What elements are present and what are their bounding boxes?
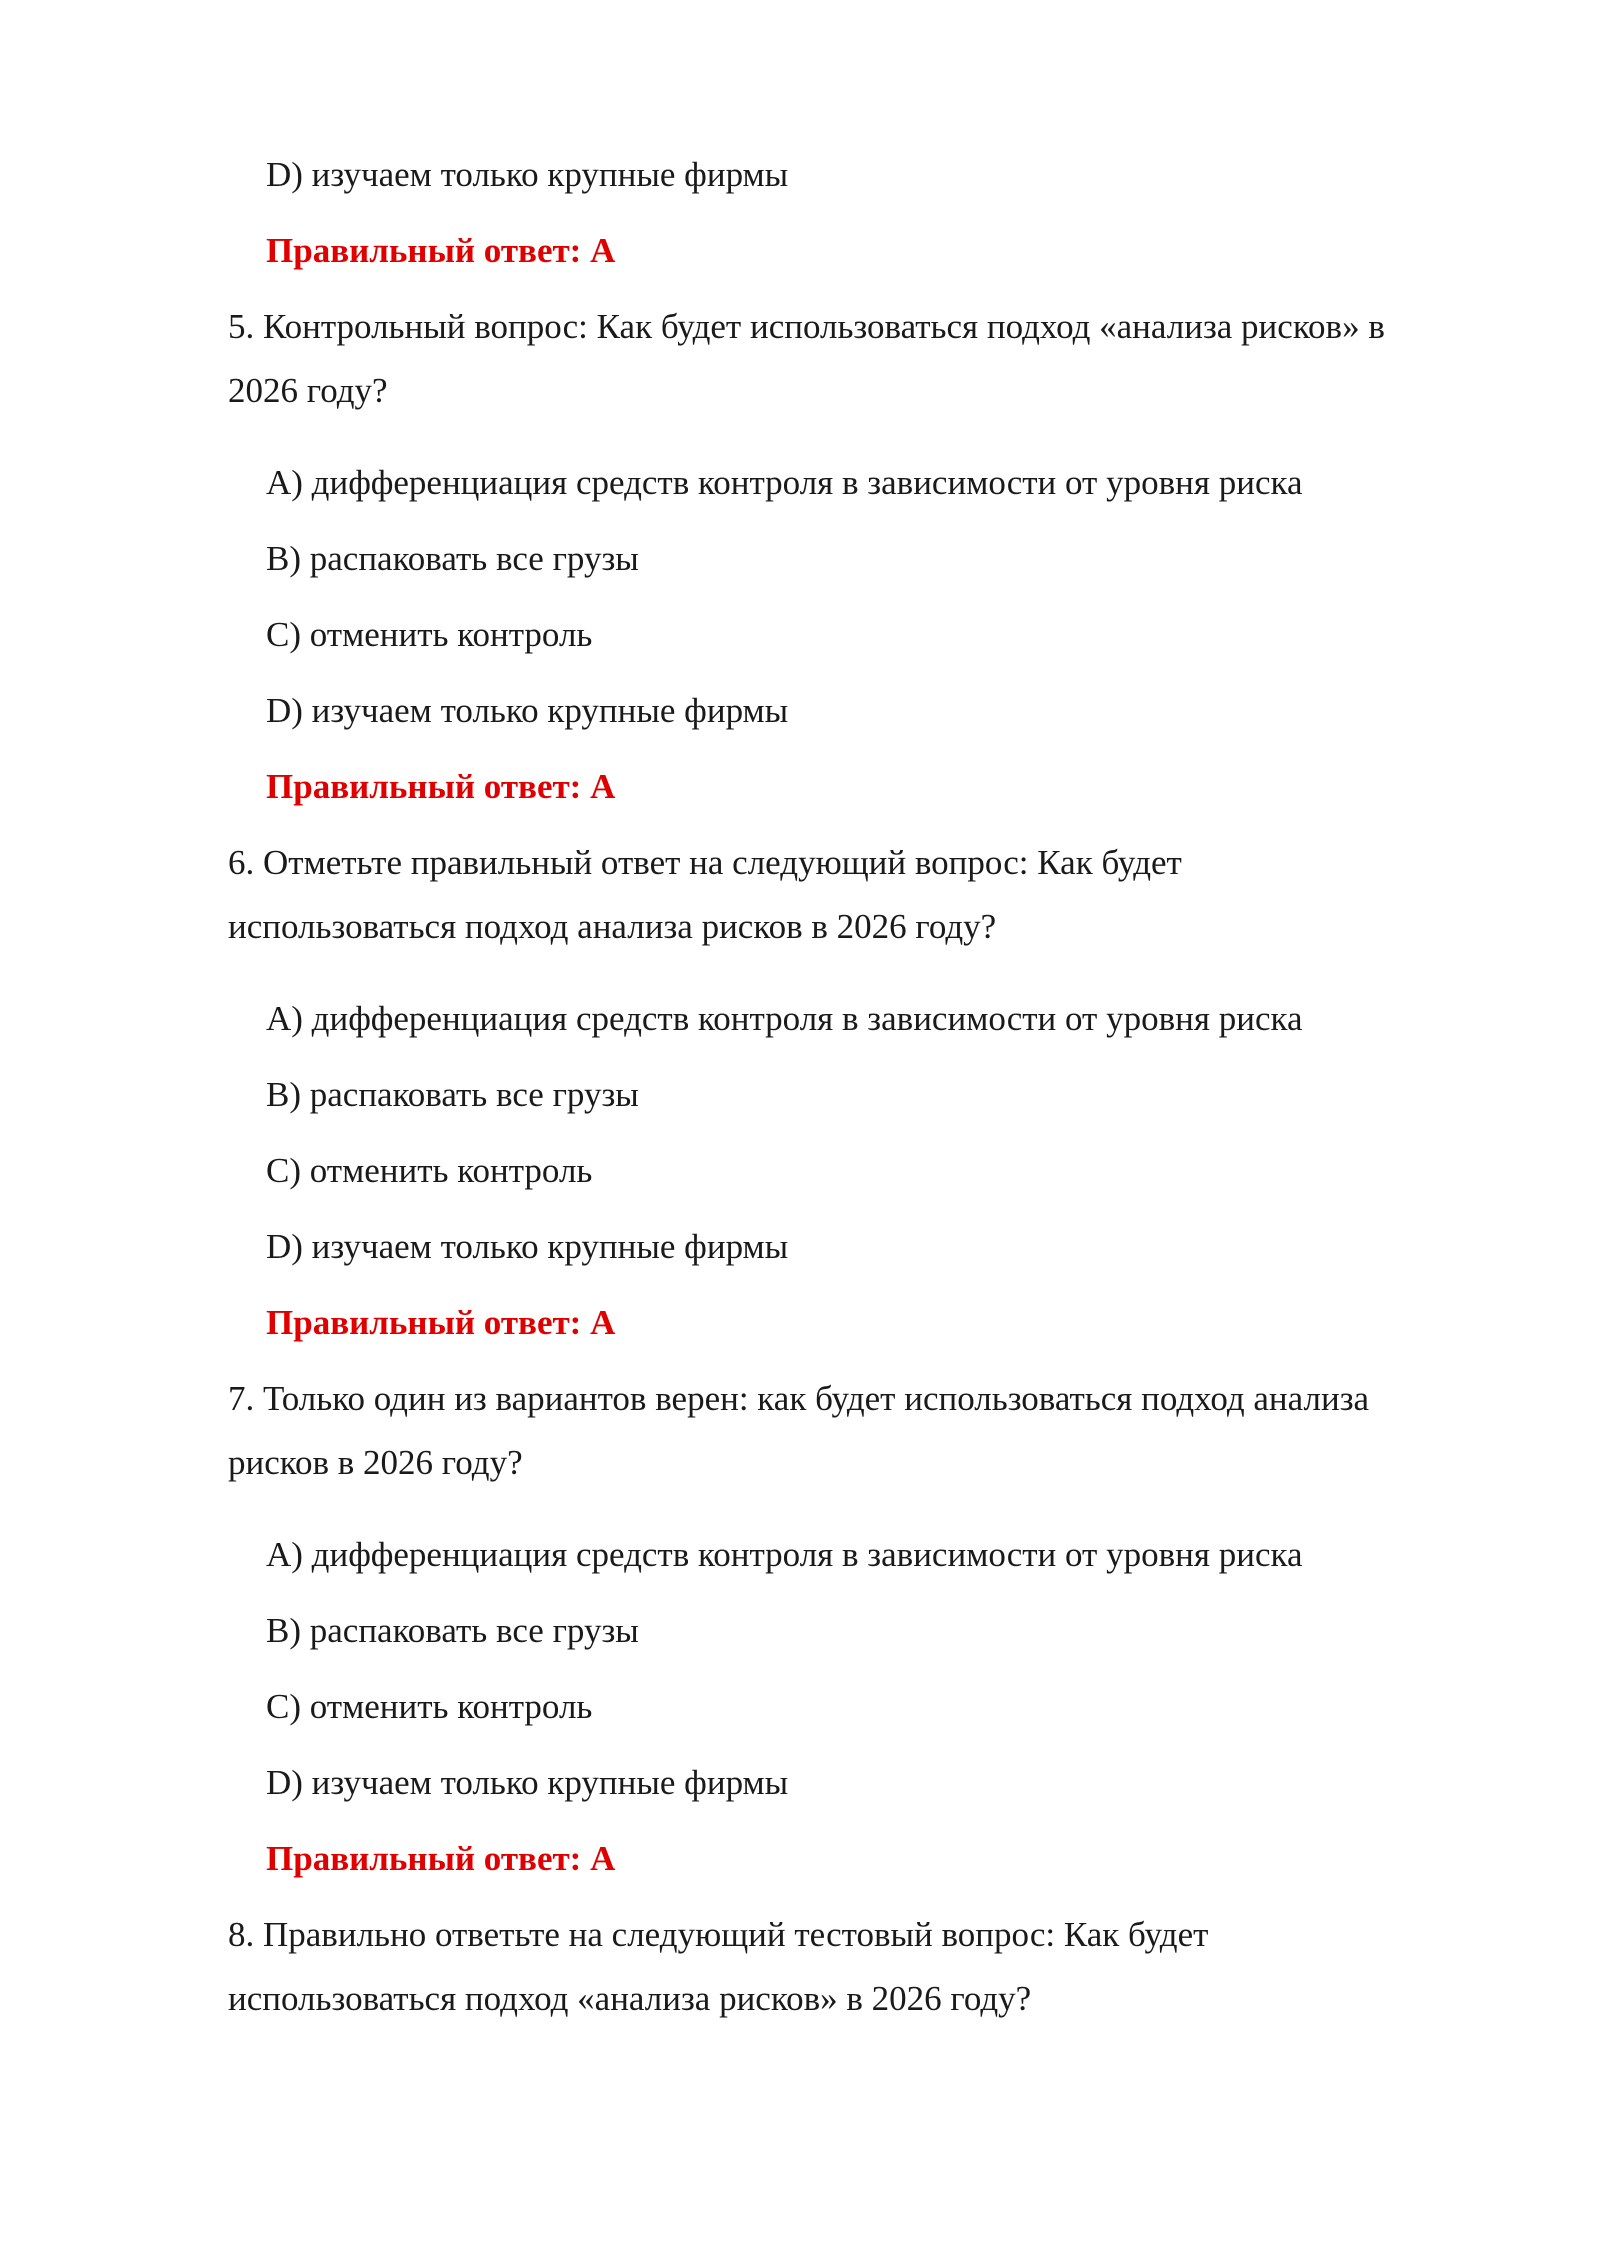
option-a: A) дифференциация средств контроля в зависимости от уровня риска: [266, 1535, 1303, 1574]
option-a: A) дифференциация средств контроля в зависимости от уровня риска: [266, 463, 1303, 502]
option-d: D) изучаем только крупные фирмы: [266, 155, 789, 194]
option-d: D) изучаем только крупные фирмы: [266, 691, 789, 730]
correct-answer: Правильный ответ: A: [266, 231, 616, 270]
question-text-continued: 2026 году?: [228, 371, 388, 410]
option-c: C) отменить контроль: [266, 1687, 593, 1726]
question-text: 5. Контрольный вопрос: Как будет использоваться подход «анализа рисков» в: [228, 307, 1385, 346]
correct-answer: Правильный ответ: A: [266, 1303, 616, 1342]
option-d: D) изучаем только крупные фирмы: [266, 1763, 789, 1802]
option-c: C) отменить контроль: [266, 615, 593, 654]
option-c: C) отменить контроль: [266, 1151, 593, 1190]
option-b: B) распаковать все грузы: [266, 539, 639, 578]
correct-answer: Правильный ответ: A: [266, 767, 616, 806]
question-text: 6. Отметьте правильный ответ на следующий вопрос: Как будет: [228, 843, 1182, 882]
question-text-continued: использоваться подход «анализа рисков» в 2026 году?: [228, 1979, 1032, 2018]
question-text: 8. Правильно ответьте на следующий тестовый вопрос: Как будет: [228, 1915, 1209, 1954]
correct-answer: Правильный ответ: A: [266, 1839, 616, 1878]
option-a: A) дифференциация средств контроля в зависимости от уровня риска: [266, 999, 1303, 1038]
option-d: D) изучаем только крупные фирмы: [266, 1227, 789, 1266]
question-text-continued: рисков в 2026 году?: [228, 1443, 523, 1482]
option-b: B) распаковать все грузы: [266, 1075, 639, 1114]
question-text-continued: использоваться подход анализа рисков в 2026 году?: [228, 907, 997, 946]
option-b: B) распаковать все грузы: [266, 1611, 639, 1650]
question-text: 7. Только один из вариантов верен: как будет использоваться подход анализа: [228, 1379, 1370, 1418]
